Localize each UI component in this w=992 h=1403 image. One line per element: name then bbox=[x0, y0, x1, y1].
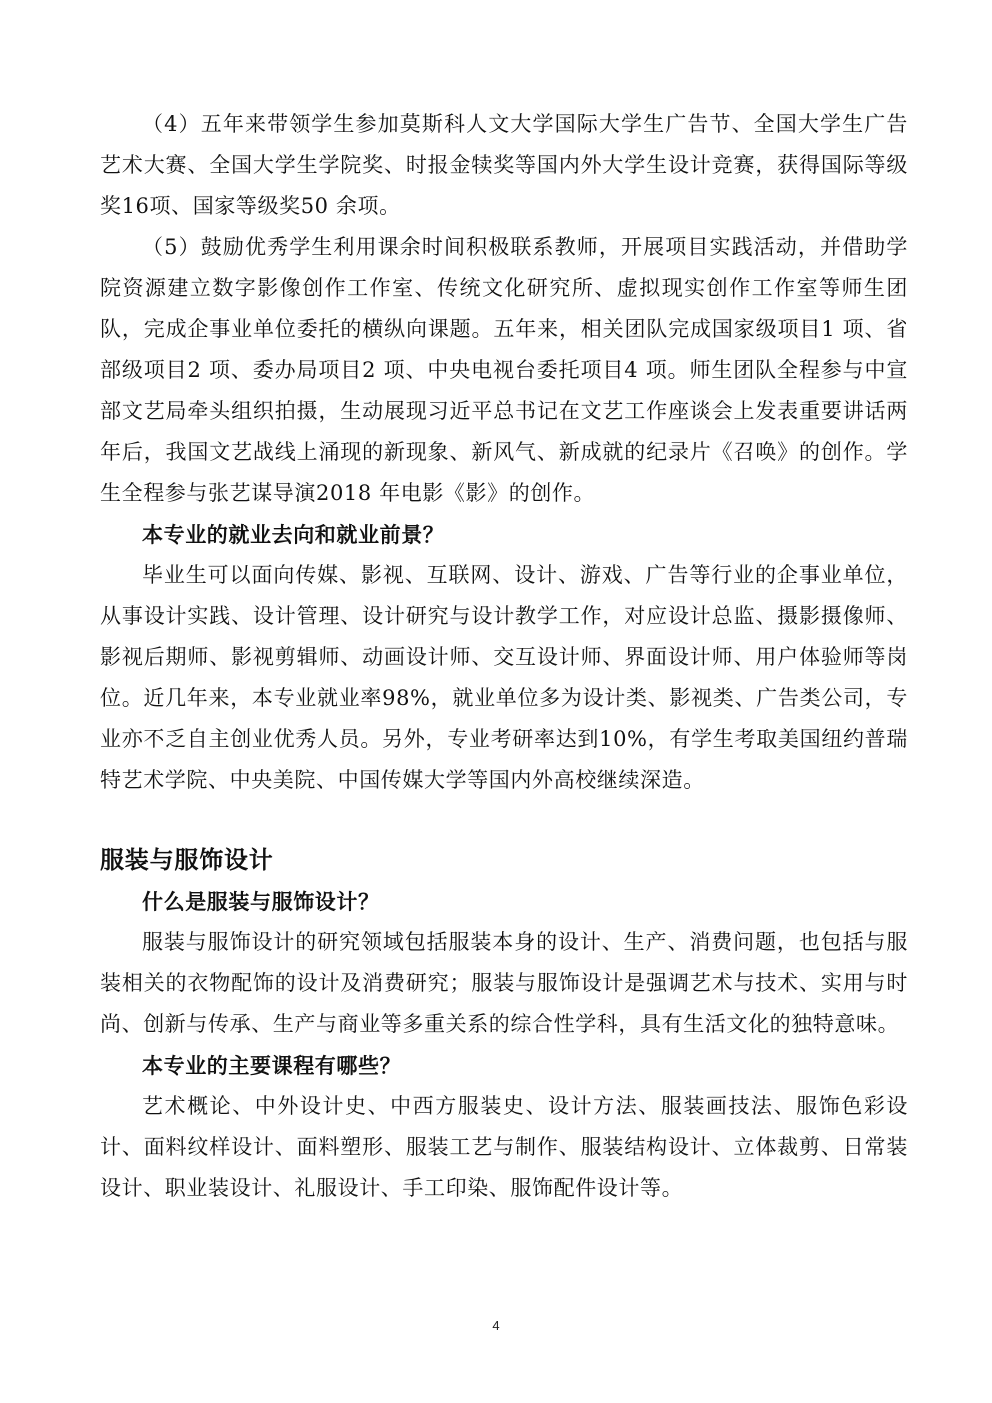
question-employment: 本专业的就业去向和就业前景？ bbox=[142, 522, 445, 547]
paragraph-employment: 毕业生可以面向传媒、影视、互联网、设计、游戏、广告等行业的企事业单位，从事设计实践、设计管理、设计研究与设计教学工作，对应设计总监、摄影摄像师、影视后期师、影视剪辑师、动画设计师、交互设计师、界面设计师、用户体验师等岗位。近几年来，本专业就业率98%，就业单位多为设计类、影视类、广告类公司，专业亦不乏自主创业优秀人员。另外，专业考研率达到10%，有学生考取美国纽约普瑞特艺术学院、中央美院、中国传媒大学等国内外高校继续深造。 bbox=[100, 563, 908, 792]
paragraph-fashion-design-definition: 服装与服饰设计的研究领域包括服装本身的设计、生产、消费问题，也包括与服装相关的衣物配饰的设计及消费研究；服装与服饰设计是强调艺术与技术、实用与时尚、创新与传承、生产与商业等多重关系的综合性学科，具有生活文化的独特意味。 bbox=[100, 930, 908, 1036]
paragraph-achievements-5: （5）鼓励优秀学生利用课余时间积极联系教师，开展项目实践活动，并借助学院资源建立数字影像创作工作室、传统文化研究所、虚拟现实创作工作室等师生团队，完成企事业单位委托的横纵向课题。五年来，相关团队完成国家级项目1 项、省部级项目2 项、委办局项目2 项、中央电视台委托项目4 项。师生团队全程参与中宣部文艺局牵头组织拍摄，生动展现习近平总书记在文艺工作座谈会上发表重要讲话两年后，我国文艺战线上涌现的新现象、新风气、新成就的纪录片《召唤》的创作。学生全程参与张艺谋导演2018 年电影《影》的创作。 bbox=[100, 235, 908, 505]
question-what-is-fashion-design: 什么是服装与服饰设计？ bbox=[142, 889, 380, 914]
page-number: 4 bbox=[492, 1318, 500, 1333]
question-main-courses: 本专业的主要课程有哪些？ bbox=[142, 1053, 402, 1078]
section-heading-fashion-design: 服装与服饰设计 bbox=[100, 845, 274, 874]
page-content bbox=[100, 104, 908, 1209]
paragraph-main-courses: 艺术概论、中外设计史、中西方服装史、设计方法、服装画技法、服饰色彩设计、面料纹样设计、面料塑形、服装工艺与制作、服装结构设计、立体裁剪、日常装设计、职业装设计、礼服设计、手工印染、服饰配件设计等。 bbox=[100, 1094, 908, 1200]
paragraph-achievements-4: （4）五年来带领学生参加莫斯科人文大学国际大学生广告节、全国大学生广告艺术大赛、全国大学生学院奖、时报金犊奖等国内外大学生设计竞赛，获得国际等级奖16项、国家等级奖50 余项。 bbox=[100, 112, 908, 218]
